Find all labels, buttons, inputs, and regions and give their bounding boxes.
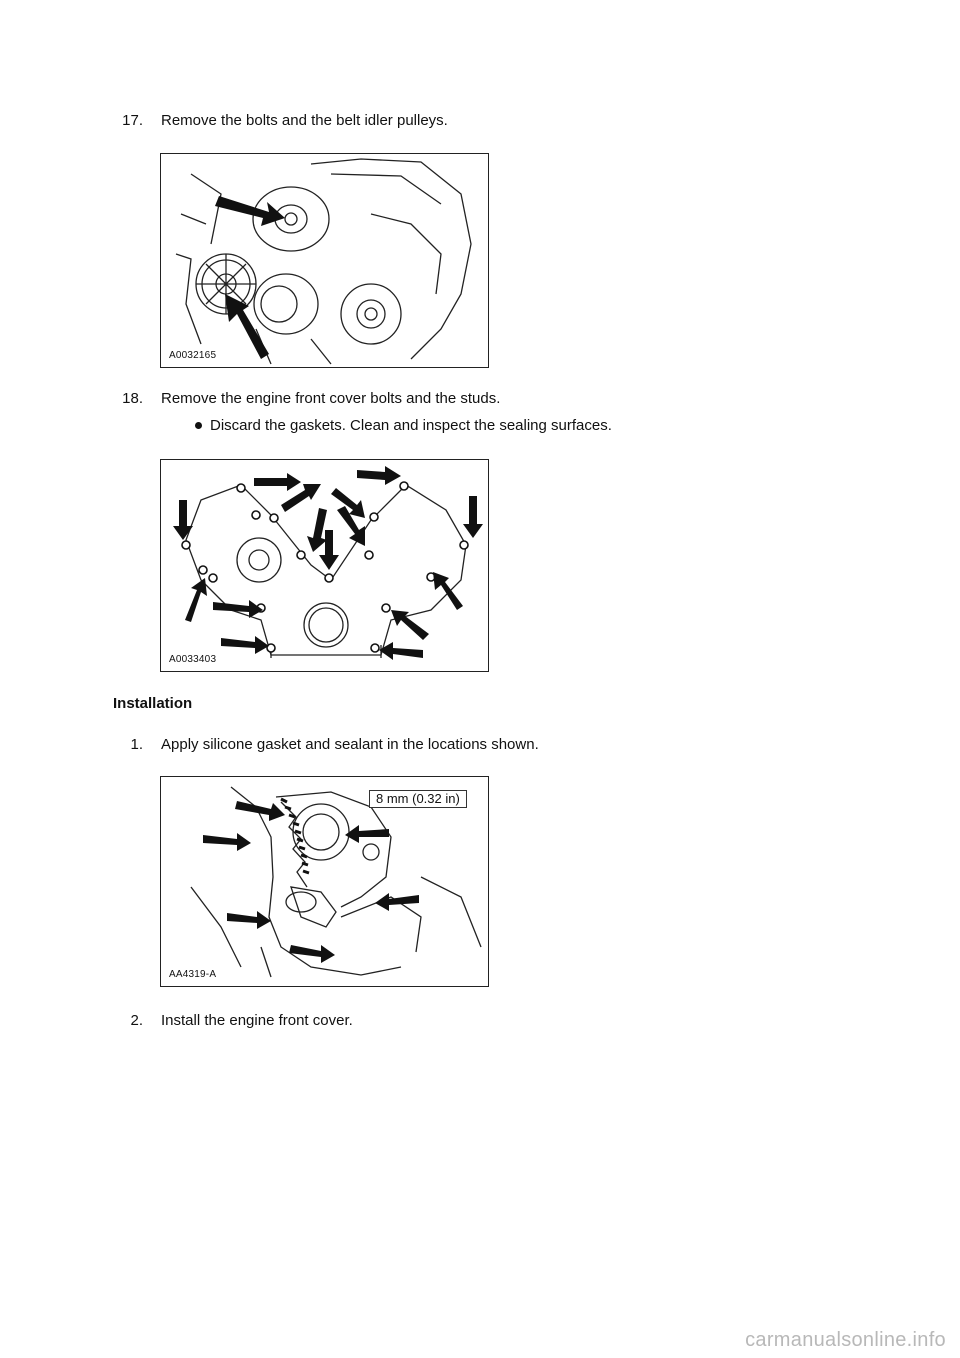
bullet-dot <box>195 422 202 429</box>
figure-id: AA4319-A <box>169 969 217 980</box>
step-number: 17. <box>122 112 143 129</box>
step-text: Apply silicone gasket and sealant in the locations shown. <box>161 736 539 753</box>
step-text: Remove the engine front cover bolts and the studs. <box>161 390 501 407</box>
figure-illustration <box>161 460 488 671</box>
section-heading: Installation <box>113 695 193 712</box>
figure-illustration <box>161 777 488 986</box>
figure-front-cover-bolts <box>160 459 489 672</box>
figure-id: A0033403 <box>169 654 217 665</box>
figure-idler-pulleys <box>160 153 489 368</box>
step-number: 18. <box>122 390 143 407</box>
figure-illustration <box>161 154 488 367</box>
bullet-text: Discard the gaskets. Clean and inspect the sealing surfaces. <box>210 417 612 434</box>
figure-sealant-locations <box>160 776 489 987</box>
step-text: Install the engine front cover. <box>161 1012 353 1029</box>
step-text: Remove the bolts and the belt idler pulleys. <box>161 112 448 129</box>
step-number: 2. <box>130 1012 143 1029</box>
dimension-callout: 8 mm (0.32 in) <box>369 790 467 808</box>
step-number: 1. <box>130 736 143 753</box>
watermark: carmanualsonline.info <box>745 1329 946 1351</box>
figure-id: A0032165 <box>169 350 217 361</box>
